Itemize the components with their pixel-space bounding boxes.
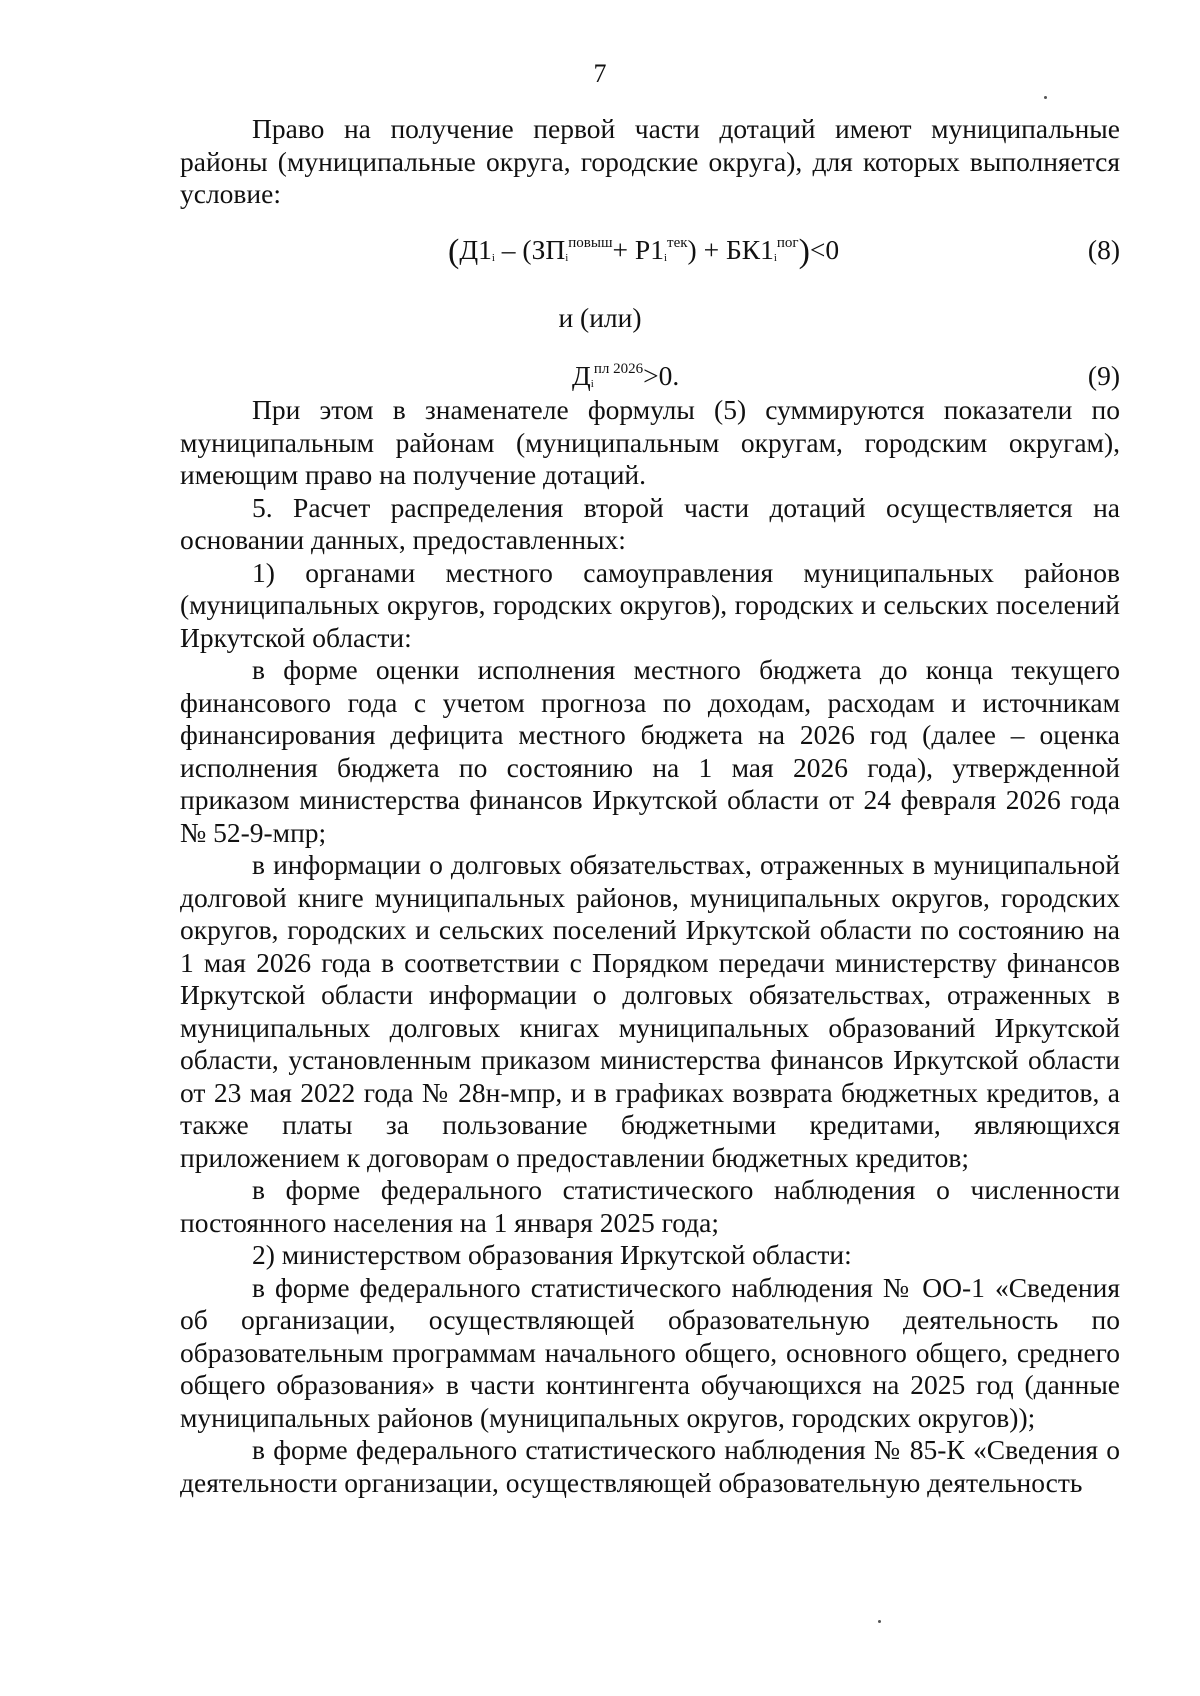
page-number: 7 [593,59,607,88]
paragraph: При этом в знаменателе формулы (5) суммируются показатели по муниципальным районам (муниципальным округам, городским округам), имеющим право на получение дотаций. [180,394,1120,490]
paragraph: 5. Расчет распределения второй части дотаций осуществляется на основании данных, предоставленных: [180,491,1120,555]
paragraph: Право на получение первой части дотаций имеют муниципальные районы (муниципальные округа, городские округа), для которых выполняется условие: [180,113,1120,209]
paragraph: в форме федерального статистического наблюдения № 85-К «Сведения о деятельности организации, осуществляющей образовательную деятельность [180,1434,1120,1498]
scan-speck [878,1620,881,1623]
paragraph: в информации о долговых обязательствах, отраженных в муниципальной долговой книге муниципальных районов, муниципальных округов, городских округов, городских и сельских поселений Иркутской области по состоянию на 1 мая 2026 года в соответствии с Порядком передачи министерству финансов Иркутской области информации о долговых обязательствах, отраженных в муниципальных долговых книгах муниципальных образований Иркутской области, установленным приказом министерства финансов Иркутской области от 23 мая 2022 года № 28н-мпр, и в графиках возврата бюджетных кредитов, а также платы за пользование бюджетными кредитами, являющихся приложением к договорам о предоставлении бюджетных кредитов; [180,849,1120,1173]
formula-9-number: (9) [1087,360,1120,391]
main-text [180,394,1120,1499]
intro-paragraph [180,113,1120,211]
paragraph: в форме оценки исполнения местного бюджета до конца текущего финансового года с учетом прогноза по доходам, расходам и источникам финансирования дефицита местного бюджета на 2026 год (далее – оценка исполнения бюджета по состоянию на 1 мая 2026 года), утвержденной приказом министерства финансов Иркутской области от 24 февраля 2026 года № 52-9-мпр; [180,654,1120,848]
formula-8-expression: $(Д1_i - (ЗП_i^{повыш}+ Р1_i^{тек}) + БК1_i^{пог})<0$ [448,233,840,270]
formula-8-number: (8) [1087,234,1120,265]
scan-speck [1044,96,1047,99]
paragraph: в форме федерального статистического наблюдения № ОО-1 «Сведения об организации, осуществляющей образовательную деятельность по образовательным программам начального общего, основного общего, среднего общего образования» в части контингента обучающихся на 2025 год (данные муниципальных районов (муниципальных округов, городских округов)); [180,1271,1120,1433]
formula-9-expression: $Д_i^{пл 2026}>0$. [572,360,680,391]
formula-8 [180,234,1120,274]
paragraph: 2) министерством образования Иркутской области: [252,1239,852,1270]
paragraph: 1) органами местного самоуправления муниципальных районов (муниципальных округов, городских округов), городских и сельских поселений Иркутской области: [180,556,1120,653]
paragraph: в форме федерального статистического наблюдения о численности постоянного населения на 1 января 2025 года; [180,1174,1120,1238]
and-or-line: и (или) [558,302,642,333]
